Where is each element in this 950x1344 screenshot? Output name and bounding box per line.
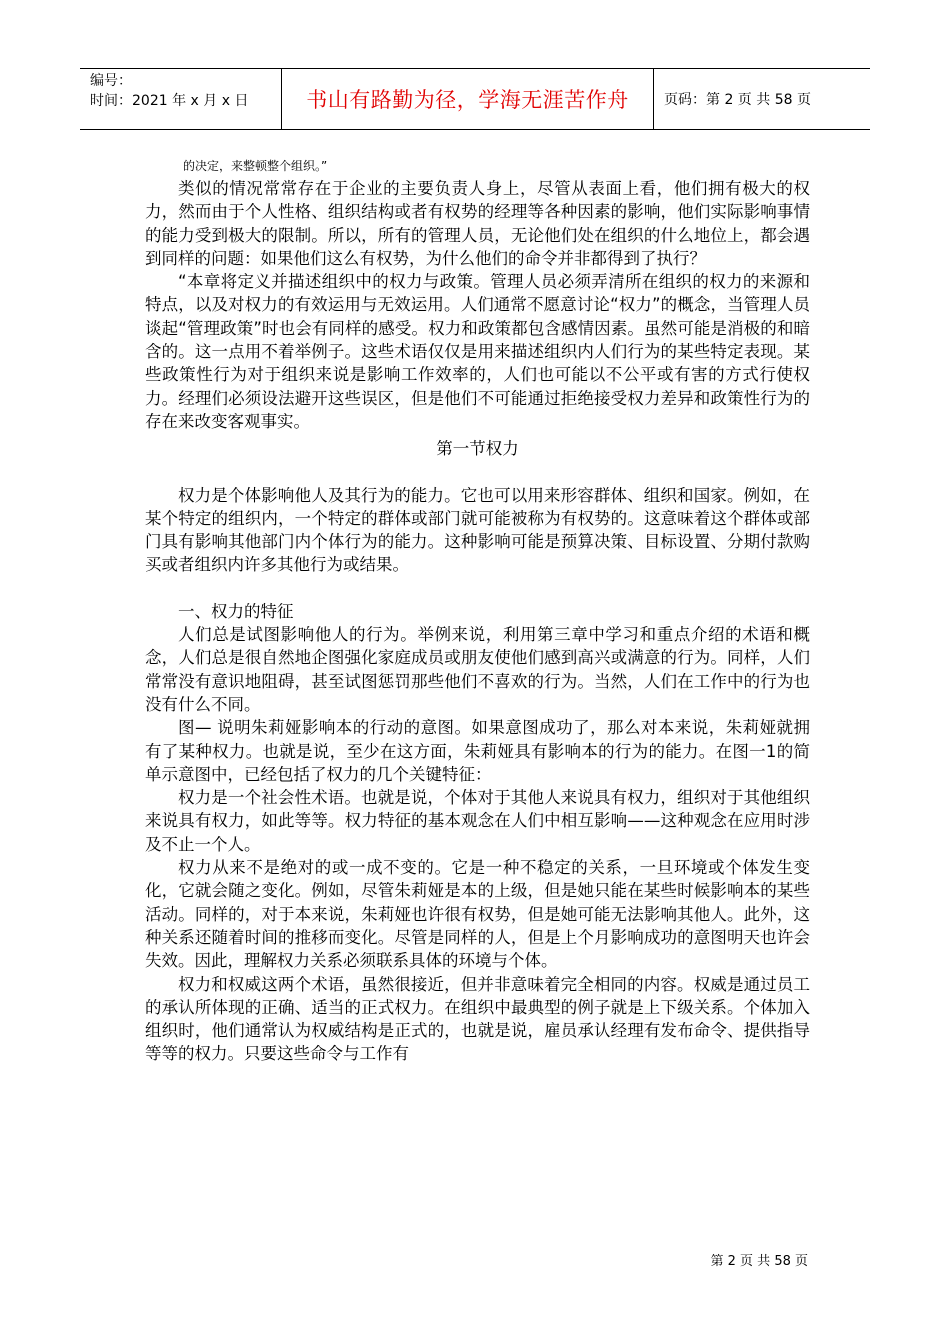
page-header [80, 68, 870, 130]
spacer [145, 577, 810, 600]
paragraph-8: 权力和权威这两个术语，虽然很接近，但并非意味着完全相同的内容。权威是通过员工的承认所体现的正确、适当的正式权力。在组织中最典型的例子就是上下级关系。个体加入组织时，他们通常认为权威结构是正式的，也就是说，雇员承认经理有发布命令、提供指导等等的权力。只要这些命令与工作有 [145, 974, 810, 1064]
section-title: 第一节权力 [436, 439, 519, 459]
spacer [145, 461, 810, 484]
header-number-label: 编号： [90, 73, 132, 89]
paragraph-4: 人们总是试图影响他人的行为。举例来说，利用第三章中学习和重点介绍的术语和概念，人们总是很自然地企图强化家庭成员或朋友使他们感到高兴或满意的行为。同样，人们常常没有意识地阻碍，甚至试图惩罚那些他们不喜欢的行为。当然，人们在工作中的行为也没有什么不同。 [145, 625, 810, 714]
paragraph-7: 权力从来不是绝对的或一成不变的。它是一种不稳定的关系，一旦环境或个体发生变化，它就会随之变化。例如，尽管朱莉娅是本的上级，但是她只能在某些时候影响本的某些活动。同样的，对于本来说，朱莉娅也许很有权势，但是她可能无法影响其他人。此外，这种关系还随着时间的推移而变化。尽管是同样的人，但是上个月影响成功的意图明天也许会失效。因此，理解权力关系必须联系具体的环境与个体。 [145, 858, 810, 971]
paragraph-5: 图— 说明朱莉娅影响本的行动的意图。如果意图成功了，那么对本来说，朱莉娅就拥有了某种权力。也就是说，至少在这方面，朱莉娅具有影响本的行为的能力。在图一1的简单示意图中，已经包括了权力的几个关键特征： [145, 718, 810, 784]
subsection-title: 一、权力的特征 [178, 601, 294, 621]
page-footer: 第 2 页 共 58 页 [710, 1254, 808, 1269]
header-motto: 书山有路勤为径，学海无涯苦作舟 [282, 69, 654, 129]
paragraph-6: 权力是一个社会性术语。也就是说，个体对于其他人来说具有权力，组织对于其他组织来说具有权力，如此等等。权力特征的基本观念在人们中相互影响——这种观念在应用时涉及不止一个人。 [145, 788, 810, 854]
continued-line: 的决定，来整顿整个组织。” [183, 159, 328, 173]
document-body [145, 155, 810, 1066]
header-page-info: 页码：第 2 页 共 58 页 [664, 92, 811, 108]
paragraph-1: 类似的情况常常存在于企业的主要负责人身上，尽管从表面上看，他们拥有极大的权力，然而由于个人性格、组织结构或者有权势的经理等各种因素的影响，他们实际影响事情的能力受到极大的限制。所以，所有的管理人员，无论他们处在组织的什么地位上，都会遇到同样的问题：如果他们这么有权势，为什么他们的命令并非都得到了执行？ [145, 179, 810, 268]
header-meta [80, 69, 282, 129]
paragraph-3: 权力是个体影响他人及其行为的能力。它也可以用来形容群体、组织和国家。例如，在某个特定的组织内，一个特定的群体或部门就可能被称为有权势的。这意味着这个群体或部门具有影响其他部门内个体行为的能力。这种影响可能是预算决策、目标设置、分期付款购买或者组织内许多其他行为或结果。 [145, 485, 810, 575]
header-time-label: 时间：2021 年 x 月 x 日 [90, 93, 249, 109]
paragraph-2: “本章将定义并描述组织中的权力与政策。管理人员必须弄清所在组织的权力的来源和特点，以及对权力的有效运用与无效运用。人们通常不愿意讨论“权力”的概念，当管理人员谈起“管理政策”时也会有同样的感受。权力和政策都包含感情因素。虽然可能是消极的和暗含的。这一点用不着举例子。这些术语仅仅是用来描述组织内人们行为的某些特定表现。某些政策性行为对于组织来说是影响工作效率的，人们也可能以不公平或有害的方式行使权力。经理们必须设法避开这些误区，但是他们不可能通过拒绝接受权力差异和政策性行为的存在来改变客观事实。 [145, 272, 810, 431]
